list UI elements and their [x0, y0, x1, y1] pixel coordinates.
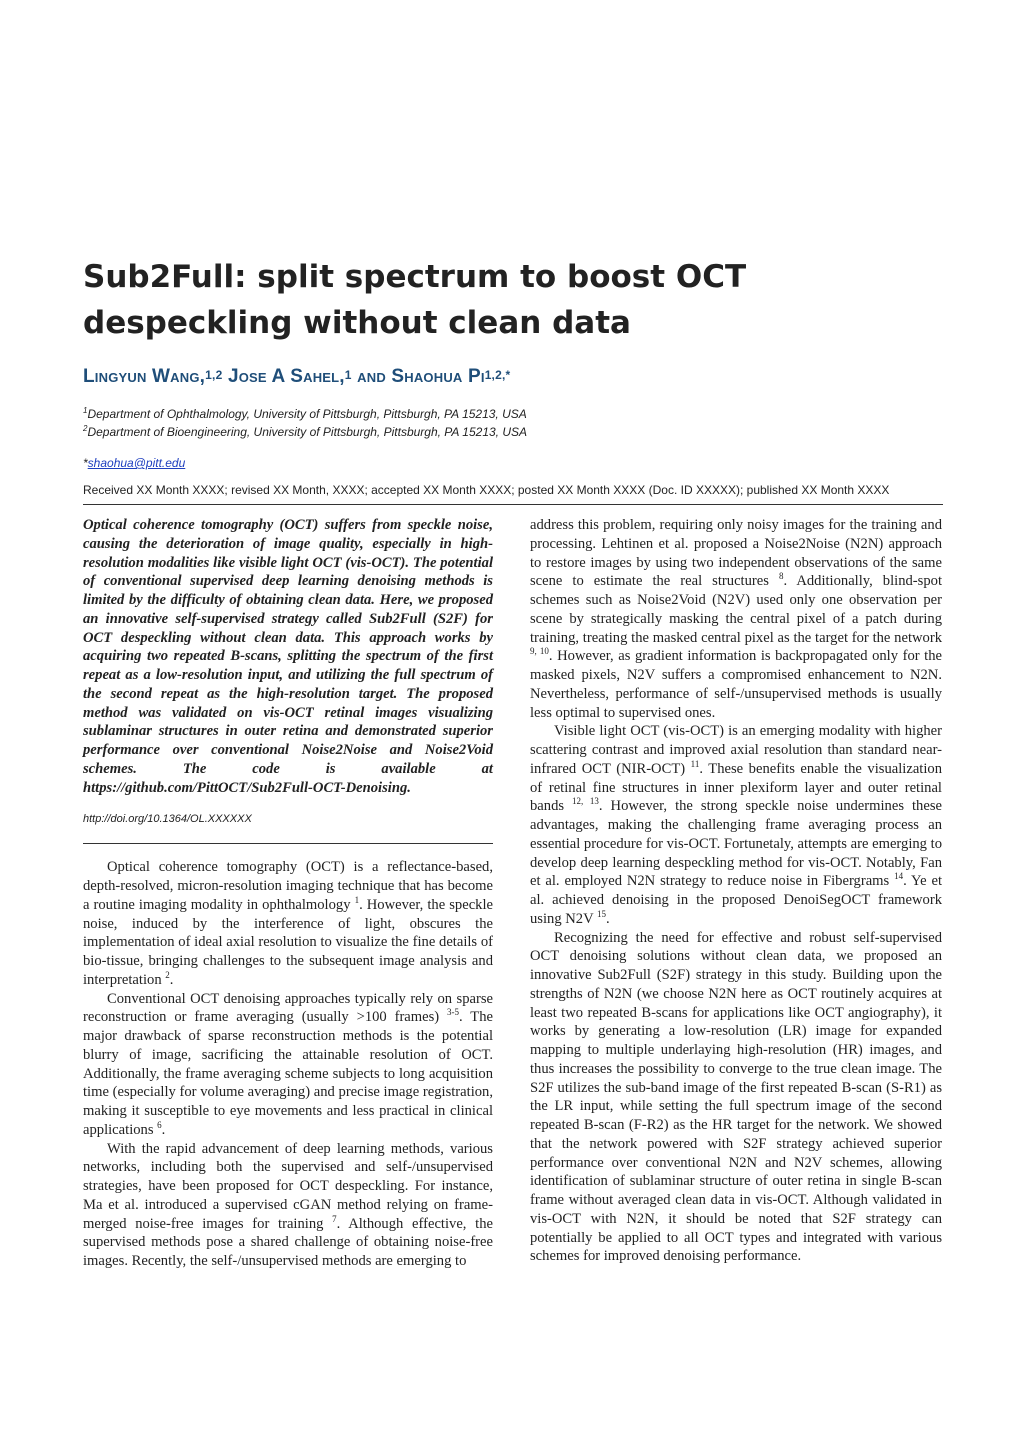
citation-reference: 12, 13	[572, 796, 599, 807]
body-text-left	[83, 858, 493, 1271]
paragraph-text: .	[161, 1121, 166, 1138]
author-name: Lingyun Wang,	[83, 366, 206, 387]
citation-reference: 11	[690, 758, 700, 769]
body-paragraph	[530, 516, 942, 722]
paragraph-text: . However, the strong speckle noise undermines these advantages, making the challenging frame averaging process an essential procedure for vis-OCT. Fortunetaly, attempts are emerging to develop deep learning despeckling method for vis-OCT. Notably, Fan et al. employed N2N strategy to reduce noise in Fibergrams	[530, 798, 942, 890]
paragraph-text: Visible light OCT (vis-OCT) is an emerging modality with higher scattering contrast and improved axial resolution than standard near-infrared OCT (NIR-OCT)	[530, 723, 942, 777]
paragraph-text: address this problem, requiring only noisy images for the training and processing. Lehtinen et al. proposed a Noise2Noise (N2N) approach to restore images by using two independent observations of the same scene to estimate the real structures	[530, 517, 942, 590]
paragraph-text: . These benefits enable the visualization of retinal fine structures in inner plexiform layer and outer retinal bands	[530, 760, 943, 815]
body-paragraph	[530, 929, 942, 1267]
body-paragraph	[83, 858, 493, 989]
affiliation-text: Department of Ophthalmology, University of Pittsburgh, Pittsburgh, PA 15213, USA	[87, 407, 527, 421]
paragraph-text: Recognizing the need for effective and robust self-supervised OCT denoising solutions without clean data, we proposed an innovative Sub2Full (S2F) strategy in this study. Building upon the strengths of N2N (we choose N2N here as OCT routinely acquires at least two repeated B-scans for applications like OCT angiography), it works by generating a low-resolution (LR) image for expanded mapping to multiple underlaying high-resolution (HR) images, and thus increases the possibility to converge to the true clean image. The S2F utilizes the sub-band image of the first repeated B-scan (S-R1) as the LR input, while setting the full spectrum image of the second repeated B-scan (F-R2) as the HR target for the network. We showed that the network powered with S2F strategy achieved superior performance over conventional N2N and N2V schemes, allowing identification of sublaminar structure of outer retina in single B-scan frame without averaged clean data in vis-OCT. Although validated in vis-OCT with N2N, it should be noted that S2F strategy can potentially be applied to all OCT types and integrated with various schemes for improved denoising performance.	[530, 929, 942, 1265]
paragraph-text: . Although effective, the supervised methods pose a shared challenge of obtaining noise-free images. Recently, the self-/unsupervised methods are emerging to	[83, 1215, 493, 1269]
body-paragraph	[83, 1140, 493, 1271]
affiliation-number: 2	[83, 424, 88, 433]
paragraph-text: . However, as gradient information is backpropagated only for the masked pixels, N2V suffers a compromised enhancement to N2N. Nevertheless, performance of self-/unsupervised methods is usually less optimal to supervised ones.	[530, 648, 943, 721]
header-divider	[83, 504, 943, 505]
received-dates: Received XX Month XXXX; revised XX Month, XXXX; accepted XX Month XXXX; posted XX Month XXXX (Doc. ID XXXXX); published XX Month XXXX	[83, 483, 890, 497]
citation-reference: 14	[894, 871, 904, 882]
affiliation	[83, 421, 943, 440]
paragraph-text: With the rapid advancement of deep learning methods, various networks, including both the supervised and self-/unsupervised strategies, have been proposed for OCT despeckling. For instance, Ma et al. introduced a supervised cGAN method relying on frame-merged noise-free images for training	[83, 1140, 493, 1232]
citation-reference: 3-5	[447, 1007, 460, 1018]
affiliation-number: 1	[83, 406, 88, 415]
body-paragraph	[530, 722, 942, 928]
body-text-right	[530, 516, 942, 1266]
affiliation	[83, 403, 943, 422]
abstract: Optical coherence tomography (OCT) suffers from speckle noise, causing the deterioration of image quality, especially in high-resolution modalities like visible light OCT (vis-OCT). The potential of conventional supervised deep learning denoising methods is limited by the difficulty of obtaining clean data. Here, we proposed an innovative self-supervised strategy called Sub2Full (S2F) for OCT despeckling without clean data. This approach works by acquiring two repeated B-scans, splitting the spectrum of the first repeat as a low-resolution input, and utilizing the full spectrum of the second repeat as the high-resolution target. The proposed method was validated on vis-OCT retinal images visualizing sublaminar structures in outer retina and demonstrated superior performance over conventional Noise2Noise and Noise2Void schemes. The code is available at https://github.com/PittOCT/Sub2Full-OCT-Denoising.	[83, 517, 493, 796]
paragraph-text: . Ye et al. achieved denoising in the proposed DenoiSegOCT framework using N2V	[530, 873, 942, 927]
doi: http://doi.org/10.1364/OL.XXXXXX	[83, 813, 252, 826]
citation-reference: 9, 10	[530, 646, 549, 657]
right-column	[530, 516, 942, 1266]
abstract-divider	[83, 843, 493, 844]
author-affiliation-mark: 1	[344, 368, 352, 382]
left-column	[83, 516, 493, 1271]
author-name: and Shaohua Pi	[357, 366, 485, 387]
body-paragraph	[83, 990, 493, 1140]
citation-reference: 2	[165, 969, 170, 980]
paragraph-text: Conventional OCT denoising approaches typically rely on sparse reconstruction or frame averaging (usually >100 frames)	[83, 990, 493, 1026]
citation-reference: 15	[597, 908, 607, 919]
email-link[interactable]: shaohua@pitt.edu	[87, 456, 186, 470]
paragraph-text: . The major drawback of sparse reconstruction methods is the potential blurry of image, sacrificing the attainable resolution of OCT. Additionally, the frame averaging scheme subjects to long acquisition time (especially for volume averaging) and precise image registration, making it susceptible to eye movements and less practical in clinical applications	[83, 1009, 493, 1138]
paragraph-text: . Additionally, blind-spot schemes such as Noise2Void (N2V) used only one observation per scene by strategically masking the central pixel of a patch during training, treating the masked central pixel as the target for the network	[530, 573, 942, 646]
corresponding-email	[83, 456, 185, 470]
citation-reference: 1	[354, 894, 360, 905]
author-name: Jose A Sahel,	[227, 366, 345, 387]
paragraph-text: .	[606, 910, 610, 927]
author-list	[83, 364, 943, 390]
author-affiliation-mark: 1,2,*	[484, 368, 511, 382]
author-affiliation-mark: 1,2	[205, 368, 223, 382]
corresponding-mark: *	[83, 456, 88, 470]
citation-reference: 6	[157, 1119, 162, 1130]
paragraph-text: Optical coherence tomography (OCT) is a reflectance-based, depth-resolved, micron-resolution imaging technique that has become a routine imaging modality in ophthalmology	[83, 859, 493, 913]
paper-title: Sub2Full: split spectrum to boost OCT despeckling without clean data	[83, 259, 747, 341]
paragraph-text: .	[169, 971, 174, 988]
affiliation-text: Department of Bioengineering, University of Pittsburgh, Pittsburgh, PA 15213, USA	[87, 425, 528, 439]
paragraph-text: . However, the speckle noise, induced by the interference of light, obscures the implementation of ideal axial resolution to visualize the fine details of bio-tissue, bringing challenges to the subsequent image analysis and interpretation	[83, 896, 494, 988]
citation-reference: 8	[778, 571, 784, 582]
citation-reference: 7	[332, 1213, 337, 1224]
